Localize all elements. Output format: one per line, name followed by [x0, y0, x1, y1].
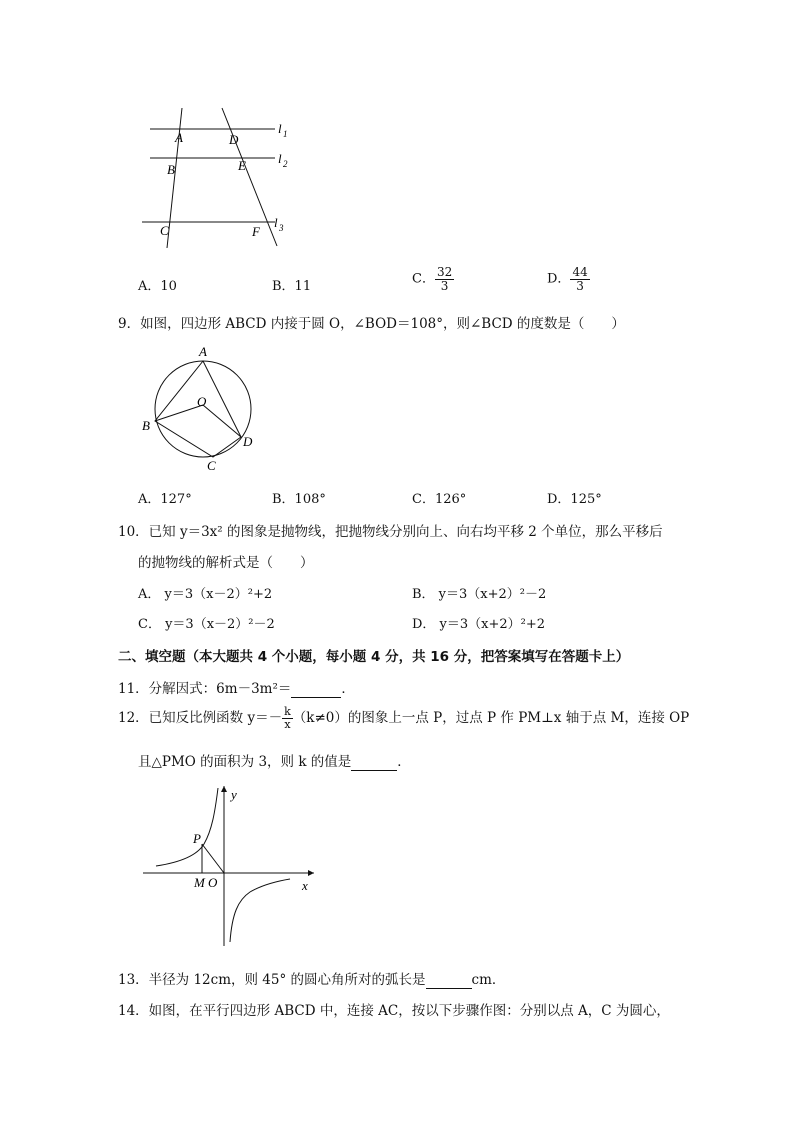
q13-text: 13．半径为 12cm，则 45° 的圆心角所对的弧长是	[118, 972, 426, 988]
hyperbola-figure	[138, 782, 323, 952]
fig9-label-c: C	[207, 458, 216, 473]
q8-option-a: A．10	[138, 279, 177, 294]
fig8-l3-sub: 3	[279, 223, 284, 233]
fig9-label-b: B	[142, 418, 150, 433]
fig9-label-d: D	[243, 434, 253, 449]
q9-question: 9．如图，四边形 ABCD 内接于圆 O，∠BOD＝108°，则∠BCD 的度数是（ ）	[118, 316, 625, 332]
q9-option-a: A．127°	[138, 492, 192, 507]
q10-option-c: C． y＝3（x－2）²－2	[138, 617, 275, 632]
q9-option-c: C．126°	[412, 492, 467, 507]
q8-option-d-prefix: D．	[547, 271, 571, 287]
q10-question-line2: 的抛物线的解析式是（ ）	[138, 555, 314, 571]
q12-frac-den: x	[284, 718, 291, 731]
fig8-l2-sub: 2	[283, 159, 288, 169]
q14-question: 14．如图，在平行四边形 ABCD 中，连接 AC，按以下步骤作图：分别以点 A，C 为圆心，	[118, 1003, 670, 1019]
fig8-label-f: F	[252, 224, 260, 239]
section-heading-fill-in: 二、填空题（本大题共 4 个小题，每小题 4 分，共 16 分，把答案填写在答题卡上）	[118, 649, 630, 665]
fig12-axis-x: x	[302, 878, 308, 893]
q12-pre: 12．已知反比例函数 y＝－	[118, 710, 283, 726]
fig12-axis-y: y	[231, 787, 237, 802]
q8-option-d-num: 44	[572, 265, 588, 279]
q9-option-b: B．108°	[272, 492, 326, 507]
q8-option-c-num: 32	[436, 265, 453, 279]
q12-frac-num: k	[284, 705, 291, 719]
fig8-l1: l	[278, 121, 282, 136]
fig12-label-p: P	[193, 831, 201, 846]
q11-question	[118, 677, 355, 698]
q8-option-c-prefix: C．	[412, 271, 435, 287]
q11-end: ．	[341, 681, 355, 697]
q13-end: cm．	[471, 972, 506, 988]
q10-option-a: A． y＝3（x－2）²+2	[138, 587, 273, 602]
q11-text: 11．分解因式：6m－3m²＝	[118, 681, 292, 697]
q8-option-b: B．11	[272, 279, 312, 294]
fig9-label-a: A	[199, 344, 207, 359]
q8-option-c-den: 3	[440, 278, 449, 293]
fig8-l1-sub: 1	[283, 129, 288, 139]
q10-option-b: B． y＝3（x+2）²－2	[412, 587, 547, 602]
q12-answer-blank[interactable]	[351, 754, 397, 771]
q12-question-line1	[118, 706, 689, 731]
fig8-label-c: C	[160, 223, 169, 238]
q10-question-line1: 10．已知 y＝3x² 的图象是抛物线，把抛物线分别向上、向右均平移 2 个单位，那么平移后	[118, 524, 663, 540]
q8-option-c	[412, 266, 454, 292]
fig12-label-m: M	[194, 875, 205, 890]
q8-option-d	[547, 266, 590, 292]
q9-option-d: D．125°	[547, 492, 602, 507]
fig8-l2: l	[278, 151, 282, 166]
q13-question	[118, 968, 505, 989]
q12-post: （k≠0）的图象上一点 P，过点 P 作 PM⊥x 轴于点 M，连接 OP	[292, 710, 690, 726]
fig12-label-o: O	[208, 875, 218, 890]
q10-option-d: D． y＝3（x+2）²+2	[412, 617, 546, 632]
fig8-label-e: E	[238, 158, 246, 173]
q12-end: ．	[397, 754, 411, 770]
parallel-lines-figure	[130, 100, 310, 260]
q11-answer-blank[interactable]	[291, 681, 341, 698]
q12-question-line2	[138, 750, 411, 771]
q8-option-d-den: 3	[576, 278, 584, 293]
fig8-label-b: B	[167, 162, 175, 177]
inscribed-quadrilateral-figure	[135, 340, 265, 475]
fig9-label-o: O	[197, 394, 207, 409]
q13-answer-blank[interactable]	[426, 972, 472, 989]
fig8-label-a: A	[175, 130, 183, 145]
fig8-l3: l	[274, 215, 278, 230]
q12-line2-text: 且△PMO 的面积为 3，则 k 的值是	[138, 754, 352, 770]
fig8-label-d: D	[229, 132, 239, 147]
